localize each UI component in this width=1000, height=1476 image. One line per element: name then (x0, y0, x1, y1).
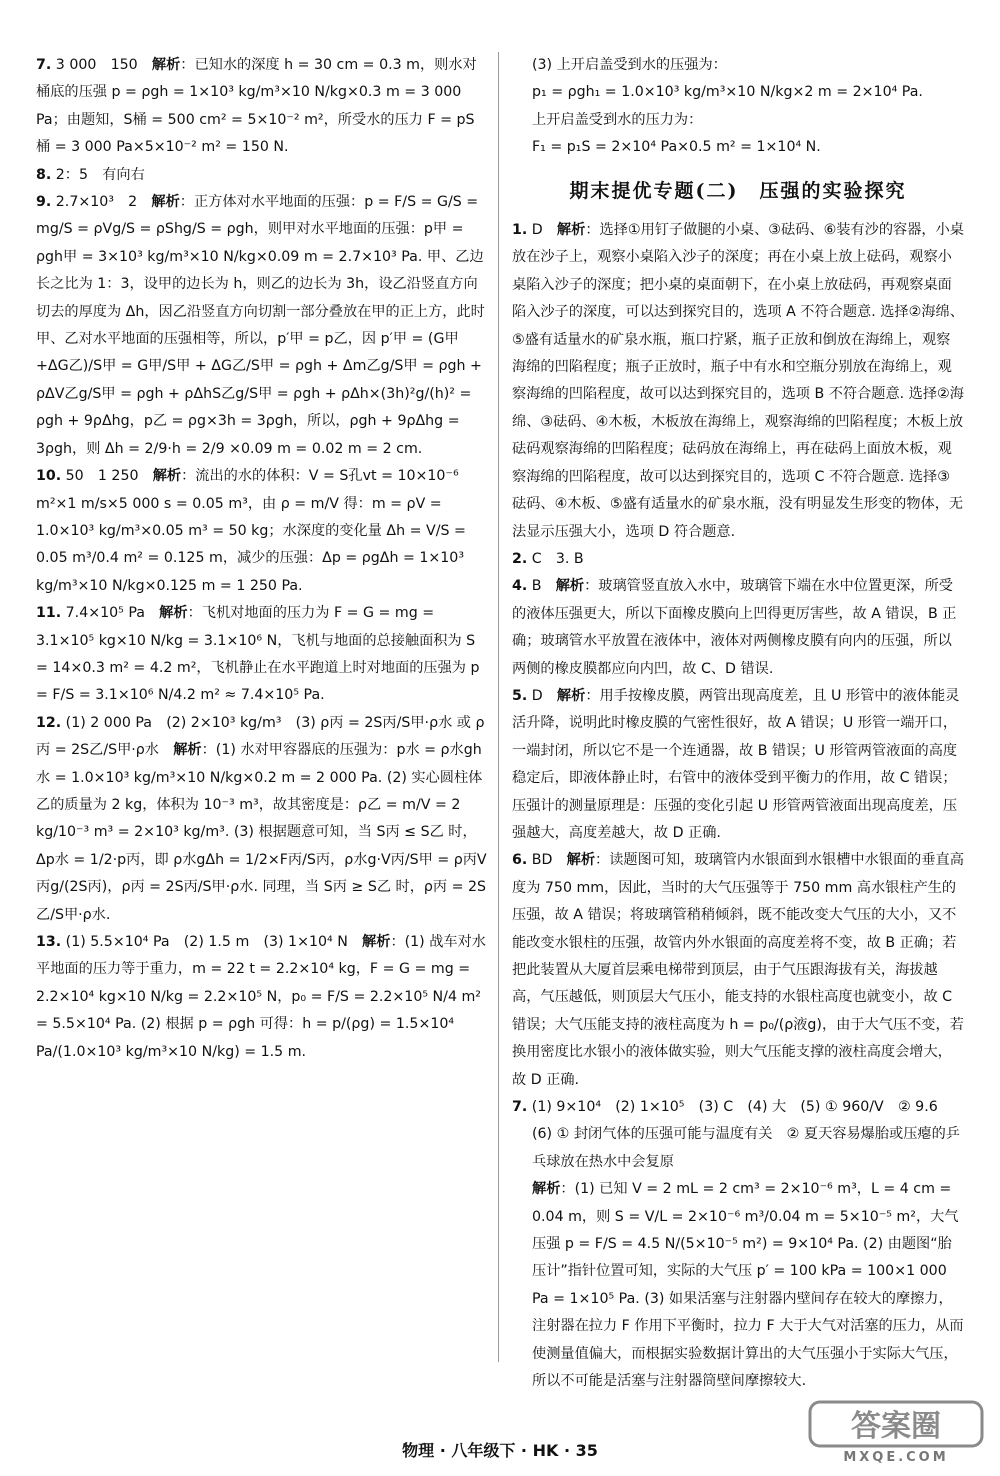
question-number: 6. (512, 852, 528, 869)
analysis-label: 解析 (152, 468, 182, 485)
analysis-label: 解析 (151, 57, 181, 73)
answer-item (36, 600, 488, 710)
question-number: 5. (512, 687, 528, 704)
analysis-label: 解析 (151, 194, 180, 211)
analysis-text: ：流出的水的体积：V = S孔vt = 10×10⁻⁶ m²×1 m/s×5 000 s = 0.05 m³，由 ρ = m/V 得：m = ρV = 1.0×10³ kg/m³×0.05 m³ = 50 kg；水深度的变化量 Δh = V/S = 0.05 m³/0.4 m² = 0.125 m，减少的压强：Δp = ρgΔh = 1×10³ kg/m³×10 N/kg×0.125 m = 1 250 Pa. (36, 468, 466, 594)
answer-key: (1) 5.5×10⁴ Pa (2) 1.5 m (3) 1×10⁴ N (65, 934, 348, 950)
question-number: 4. (512, 578, 528, 595)
answer-item (512, 683, 964, 847)
answer-key: 3 000 150 (55, 57, 138, 73)
watermark (808, 1398, 984, 1468)
answer-key: 50 1 250 (65, 468, 139, 485)
question-number: 11. (36, 605, 62, 622)
continued-line: F₁ = p₁S = 2×10⁴ Pa×0.5 m² = 1×10⁴ N. (532, 139, 821, 156)
analysis-label: 解析 (173, 742, 202, 759)
answer-item (512, 847, 964, 1094)
question-number: 9. (36, 194, 52, 211)
answer-item (36, 929, 488, 1066)
continued-line: p₁ = ρgh₁ = 1.0×10³ kg/m³×10 N/kg×2 m = 2×10⁴ Pa. (532, 84, 923, 101)
watermark-url: MXQE.COM (843, 1450, 949, 1465)
analysis-text: ：(1) 已知 V = 2 mL = 2 cm³ = 2×10⁻⁶ m³，L = 4 cm = 0.04 m，则 S = V/L = 2×10⁻⁶ m³/0.04 m = 5×10⁻⁵ m²，大气压强 p = F/S = 4.5 N/(5×10⁻⁵ m²) = 9×10⁴ Pa. (2) 由题图“胎压计”指针位置可知，实际的大气压 p′ = 100 kPa = 100×1 000 Pa = 1×10⁵ Pa. (3) 如果活塞与注射器内壁间存在较大的摩擦力，注射器在拉力 F 作用下平衡时，拉力 F 大于大气对活塞的压力，从而使测量值偏大，而根据实验数据计算出的大气压强小于实际大气压，所以不可能是活塞与注射器筒壁间摩擦较大. (532, 1181, 964, 1390)
watermark-logo-icon (808, 1398, 984, 1450)
answer-item (512, 1176, 964, 1395)
continued-line: 上开启盖受到水的压力为： (532, 111, 703, 128)
analysis-text: ：选择①用钉子做腿的小桌、③砝码、⑥装有沙的容器，小桌放在沙子上，观察小桌陷入沙子的深度；再在小桌上放上砝码，观察小桌陷入沙子的深度；把小桌的桌面朝下，在小桌上放砝码，再观察桌面陷入沙子的深度，可以达到探究目的，选项 A 不符合题意. 选择②海绵、⑤盛有适量水的矿泉水瓶，瓶口拧紧，瓶子正放和倒放在海绵上，观察海绵的凹陷程度；瓶子正放时，瓶子中有水和空瓶分别放在海绵上，观察海绵的凹陷程度，故可以达到探究目的，选项 B 不符合题意. 选择②海绵、③砝码、④木板，木板放在海绵上，观察海绵的凹陷程度；木板上放砝码观察海绵的凹陷程度；砝码放在海绵上，再在砝码上面放木板，观察海绵的凹陷程度，故可以达到探究目的，选项 C 不符合题意. 选择③砝码、④木板、⑤盛有适量水的矿泉水瓶，没有明显发生形变的物体，无法显示压强大小，选项 D 符合题意. (512, 222, 964, 540)
question-number: 13. (36, 934, 62, 950)
answer-item (512, 1094, 964, 1176)
answer-item (36, 710, 488, 929)
question-number: 12. (36, 714, 62, 731)
analysis-text: ：正方体对水平地面的压强：p = F/S = G/S = mg/S = ρVg/S = ρShg/S = ρgh，则甲对水平地面的压强：p甲 = ρgh甲 = 3×10³ kg/m³×10 N/kg×0.09 m = 2.7×10³ Pa. 甲、乙边长之比为 1：3，设甲的边长为 h，则乙的边长为 3h，设乙沿竖直方向切去的厚度为 Δh，因乙沿竖直方向切割一部分叠放在甲的正上方，此时甲、乙对水平地面的压强相等，所以，p′甲 = p乙，因 p′甲 = (G甲+ΔG乙)/S甲 = G甲/S甲 + ΔG乙/S甲 = ρgh + Δm乙g/S甲 = ρgh + ρΔV乙g/S甲 = ρgh + ρΔhS乙g/S甲 = ρgh + ρΔh×(3h)²g/(h)² = ρgh + 9ρΔhg，p乙 = ρg×3h = 3ρgh，所以，ρgh + 9ρΔhg = 3ρgh，则 Δh = 2/9·h = 2/9 ×0.09 m = 0.02 m = 2 cm. (36, 194, 485, 457)
analysis-label: 解析 (159, 605, 188, 622)
answer-item (512, 573, 964, 683)
question-number: 7. (512, 1099, 528, 1116)
analysis-text: (6) ① 封闭气体的压强可能与温度有关 ② 夏天容易爆胎或压瘪的乒乓球放在热水中会复原 (532, 1126, 960, 1170)
analysis-label: 解析 (532, 1181, 561, 1198)
analysis-label: 解析 (555, 578, 585, 595)
answer-key: BD (531, 852, 553, 869)
analysis-label: 解析 (566, 852, 596, 869)
question-number: 8. (36, 166, 52, 183)
continued-line: (3) 上开启盖受到水的压强为： (532, 57, 727, 73)
question-number: 10. (36, 468, 62, 485)
answer-key: (1) 2 000 Pa (2) 2×10³ kg/m³ (3) ρ丙 = 2S丙/S甲·ρ水 或 ρ丙 = 2S乙/S甲·ρ水 (36, 714, 485, 759)
q13-continued (512, 52, 964, 162)
question-number: 2. (512, 550, 528, 567)
analysis-label: 解析 (362, 934, 391, 950)
analysis-text: ：读题图可知，玻璃管内水银面到水银槽中水银面的垂直高度为 750 mm，因此，当时的大气压强等于 750 mm 高水银柱产生的压强，故 A 错误；将玻璃管稍稍倾斜，既不能改变大气压的大小，又不能改变水银柱的压强，故管内外水银面的高度差将不变，故 B 正确；若把此装置从大厦首层乘电梯带到顶层，由于气压跟海拔有关，海拔越高，气压越低，则顶层大气压小，能支持的水银柱高度也就变小，故 C 错误；大气压能支持的液柱高度为 h = p₀/(ρ液g)，由于大气压不变，若换用密度比水银小的液体做实验，则大气压能支撑的液柱高度会增大，故 D 正确. (512, 852, 964, 1088)
section-answers (512, 217, 964, 1395)
answer-item (36, 162, 488, 189)
answer-item (36, 52, 488, 162)
answer-key: 2.7×10³ 2 (55, 194, 138, 211)
analysis-text: ：(1) 水对甲容器底的压强为：p水 = ρ水gh水 = 1.0×10³ kg/m³×10 N/kg×0.2 m = 2 000 Pa. (2) 实心圆柱体乙的质量为 2 kg，体积为 10⁻³ m³，故其密度是：ρ乙 = m/V = 2 kg/10⁻³ m³ = 2×10³ kg/m³. (3) 根据题意可知，当 S丙 ≤ S乙 时，Δp水 = 1/2·p丙，即 ρ水gΔh = 1/2×F丙/S丙，ρ水g·V丙/S甲 = ρ丙V丙g/(2S丙)，ρ丙 = 2S丙/S甲·ρ水. 同理，当 S丙 ≥ S乙 时，ρ丙 = 2S乙/S甲·ρ水. (36, 742, 487, 923)
page-footer: 物理 · 八年级下 · HK · 35 (402, 1441, 598, 1460)
analysis-label: 解析 (556, 687, 586, 704)
analysis-label: 解析 (556, 222, 586, 239)
answer-item (36, 463, 488, 600)
watermark-text: 答案圈 (851, 1409, 941, 1444)
answer-key: D (531, 222, 543, 239)
analysis-text: ：已知水的深度 h = 30 cm = 0.3 m，则水对桶底的压强 p = ρgh = 1×10³ kg/m³×10 N/kg×0.3 m = 3 000 Pa；由题知，S桶 = 500 cm² = 5×10⁻² m²，所受水的压力 F = pS桶 = 3 000 Pa×5×10⁻² m² = 150 N. (36, 57, 477, 156)
question-number: 1. (512, 222, 528, 239)
analysis-text: ：用手按橡皮膜，两管出现高度差，且 U 形管中的液体能灵活升降，说明此时橡皮膜的气密性很好，故 A 错误；U 形管一端开口，一端封闭，所以它不是一个连通器，故 B 错误；U 形管两管液面的高度稳定后，即液体静止时，右管中的液体受到平衡力的作用，故 C 错误；压强计的测量原理是：压强的变化引起 U 形管两管液面出现高度差，压强越大，高度差越大，故 D 正确. (512, 687, 960, 841)
analysis-text: ：玻璃管竖直放入水中，玻璃管下端在水中位置更深，所受的液体压强更大，所以下面橡皮膜向上凹得更厉害些，故 A 错误，B 正确；玻璃管水平放置在液体中，液体对两侧橡皮膜有向内的压强，所以两侧的橡皮膜都应向内凹，故 C、D 错误. (512, 578, 957, 677)
question-number: 7. (36, 57, 52, 73)
answer-key: C 3. B (531, 550, 584, 567)
answer-key: B (531, 578, 542, 595)
right-column (512, 52, 964, 1396)
answer-key: 2：5 有向右 (55, 166, 145, 183)
analysis-text: ：飞机对地面的压力为 F = G = mg = 3.1×10⁵ kg×10 N/kg = 3.1×10⁶ N，飞机与地面的总接触面积为 S = 14×0.3 m² = 4.2 m²，飞机静止在水平跑道上时对地面的压强为 p = F/S = 3.1×10⁶ N/4.2 m² ≈ 7.4×10⁵ Pa. (36, 605, 480, 704)
section-title: 期末提优专题(二) 压强的实验探究 (569, 179, 907, 202)
left-column (36, 52, 488, 1066)
answer-item (512, 546, 964, 573)
answer-key: (1) 9×10⁴ (2) 1×10⁵ (3) C (4) 大 (5) ① 960/V ② 9.6 (531, 1099, 938, 1116)
answer-item (512, 217, 964, 546)
analysis-text: ：(1) 战车对水平地面的压力等于重力，m = 22 t = 2.2×10⁴ kg，F = G = mg = 2.2×10⁴ kg×10 N/kg = 2.2×10⁵ N，p₀ = F/S = 2.2×10⁵ N/4 m² = 5.5×10⁴ Pa. (2) 根据 p = ρgh 可得：h = p/(ρg) = 1.5×10⁴ Pa/(1.0×10³ kg/m³×10 N/kg) = 1.5 m. (36, 934, 486, 1060)
column-divider (498, 52, 499, 1362)
answer-item (36, 189, 488, 463)
answer-key: D (531, 687, 543, 704)
answer-key: 7.4×10⁵ Pa (65, 605, 145, 622)
